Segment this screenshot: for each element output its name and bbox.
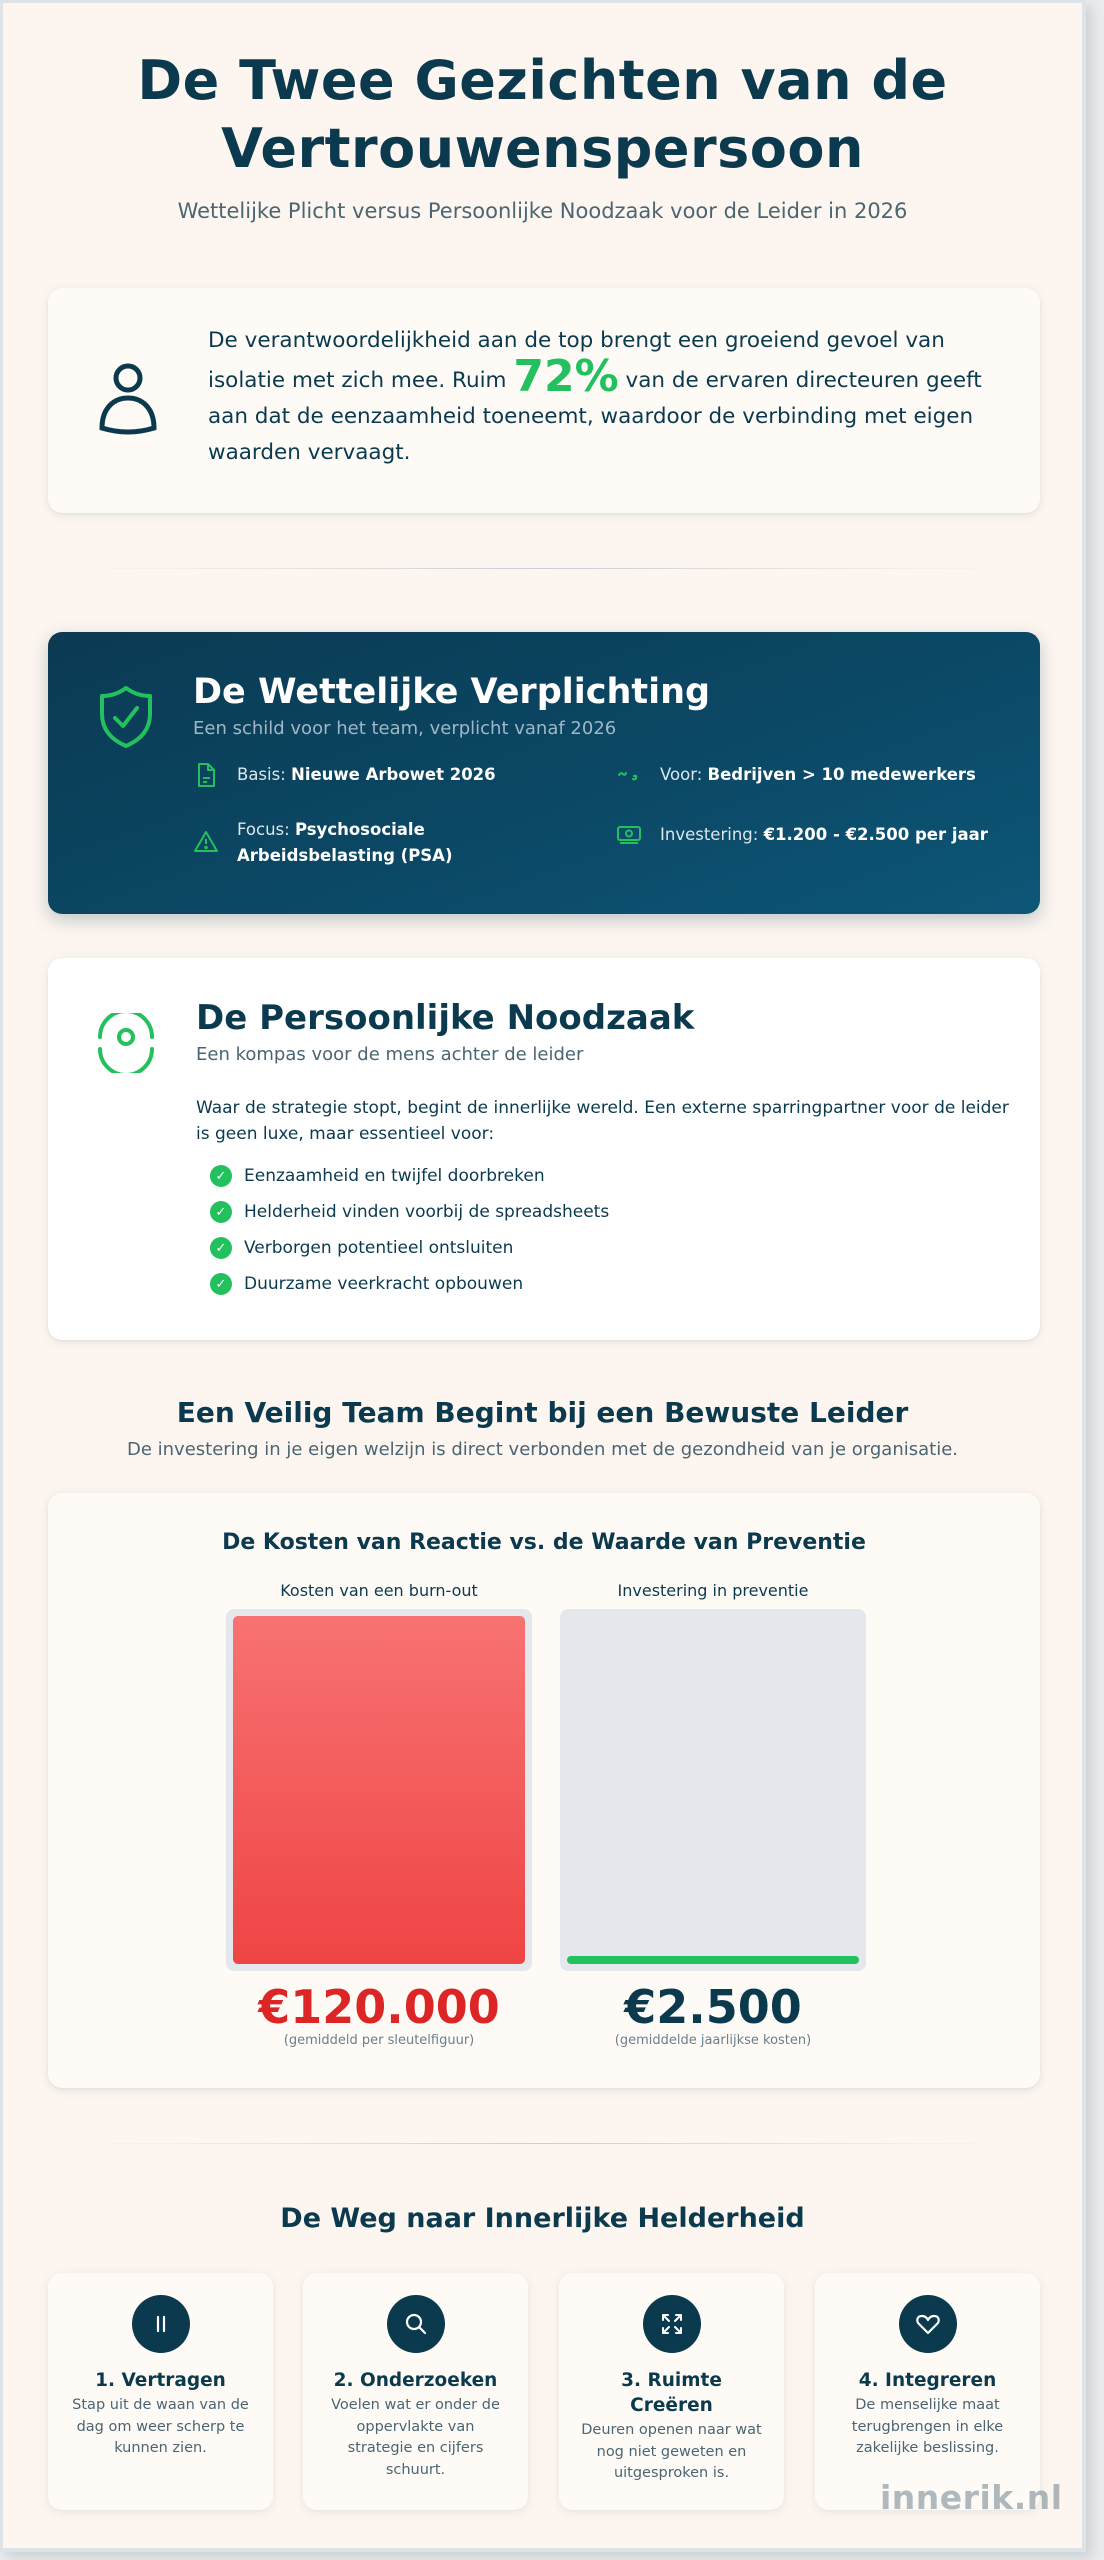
shield-check-icon: [96, 684, 156, 750]
check-icon: ✓: [210, 1201, 232, 1223]
legal-subtitle: Een schild voor het team, verplicht vanaf 2026: [193, 718, 617, 739]
list-item-text: Duurzame veerkracht opbouwen: [244, 1274, 524, 1294]
bar-label: Investering in preventie: [617, 1581, 809, 1600]
step-text: Voelen wat er onder de oppervlakte van strategie en cijfers schuurt.: [331, 2397, 500, 2478]
personal-subtitle: Een kompas voor de mens achter de leider: [196, 1044, 584, 1065]
steps-section-title: De Weg naar Innerlijke Helderheid: [280, 2203, 805, 2234]
bar-value: €120.000: [258, 1980, 500, 2034]
check-icon: ✓: [210, 1273, 232, 1295]
step-title: 2. Onderzoeken: [333, 2370, 498, 2391]
benefit-checklist: [210, 1158, 609, 1302]
section-divider: [73, 2143, 1013, 2144]
personal-necessity-card: [48, 958, 1040, 1340]
list-item: [210, 1266, 609, 1302]
check-icon: ✓: [210, 1165, 232, 1187]
step-icon-circle: [643, 2295, 701, 2353]
legal-item-value: Psychosociale Arbeidsbelasting (PSA): [237, 820, 453, 865]
step-title: 4. Integreren: [858, 2370, 997, 2391]
intro-text: [208, 323, 1008, 471]
legal-item-focus: [193, 817, 573, 869]
step-card-integrate: [815, 2273, 1040, 2510]
bar-track: [560, 1609, 866, 1971]
brand-watermark: innerik.nl: [880, 2478, 1063, 2517]
step-text: Stap uit de waan van de dag om weer scherp te kunnen zien.: [72, 2397, 249, 2456]
legal-item-label: Investering:: [660, 825, 764, 844]
step-icon-circle: [899, 2295, 957, 2353]
money-icon: [616, 822, 642, 848]
legal-item-scope: [616, 762, 1036, 788]
legal-item-text: [660, 762, 976, 788]
list-item-text: Helderheid vinden voorbij de spreadsheets: [244, 1202, 610, 1222]
list-item-text: Verborgen potentieel ontsluiten: [244, 1238, 514, 1258]
step-card-explore: [303, 2273, 528, 2510]
bar-label: Kosten van een burn-out: [280, 1581, 478, 1600]
step-title: 1. Vertragen: [95, 2370, 226, 2391]
list-item: [210, 1230, 609, 1266]
bar-fill-burnout: [233, 1616, 525, 1964]
cost-comparison-chart: [48, 1493, 1040, 2088]
bar-burnout: [226, 1581, 532, 2048]
section-divider: [73, 568, 1013, 569]
legal-item-value: Nieuwe Arbowet 2026: [291, 765, 496, 784]
legal-item-value: €1.200 - €2.500 per jaar: [763, 825, 988, 844]
page-subtitle: Wettelijke Plicht versus Persoonlijke Noodzaak voor de Leider in 2026: [177, 199, 908, 223]
step-icon-circle: [132, 2295, 190, 2353]
legal-item-label: Basis:: [237, 765, 292, 784]
legal-title: De Wettelijke Verplichting: [193, 672, 711, 712]
team-icon: [616, 762, 642, 788]
legal-item-label: Voor:: [660, 765, 708, 784]
bar-track: [226, 1609, 532, 1971]
legal-item-investment: [616, 822, 1036, 848]
document-icon: [193, 762, 219, 788]
bar-fill-prevention: [567, 1956, 859, 1964]
step-card-create-space: [559, 2273, 784, 2510]
intro-text-after: van de ervaren directeuren geeft aan dat de eenzaamheid toeneemt, waardoor de verbinding met eigen waarden vervaagt.: [208, 368, 982, 465]
expand-icon: [659, 2311, 685, 2337]
warning-icon: [193, 829, 219, 855]
step-text: Deuren openen naar wat nog niet geweten en uitgesproken is.: [581, 2422, 762, 2481]
legal-item-basis: [193, 762, 573, 788]
person-icon: [96, 358, 160, 438]
compass-icon: [96, 1013, 156, 1073]
pause-icon: [150, 2313, 172, 2335]
bar-prevention: [560, 1581, 866, 2048]
team-section-subtitle: De investering in je eigen welzijn is direct verbonden met de gezondheid van je organisatie.: [126, 1439, 959, 1460]
legal-item-text: [660, 822, 988, 848]
page-title: De Twee Gezichten van de Vertrouwenspersoon: [137, 49, 948, 180]
infographic-page: [3, 3, 1082, 2548]
list-item: [210, 1158, 609, 1194]
legal-obligation-card: [48, 632, 1040, 914]
heart-icon: [915, 2311, 941, 2337]
legal-item-value: Bedrijven > 10 medewerkers: [707, 765, 976, 784]
step-icon-circle: [387, 2295, 445, 2353]
intro-text-before: De verantwoordelijkheid aan de top brengt een groeiend gevoel van isolatie met zich mee. Ruim: [208, 328, 945, 393]
legal-item-label: Focus:: [237, 820, 295, 839]
personal-title: De Persoonlijke Noodzaak: [196, 998, 695, 1038]
search-icon: [403, 2311, 429, 2337]
bar-value: €2.500: [624, 1980, 802, 2034]
step-card-slow-down: [48, 2273, 273, 2510]
list-item-text: Eenzaamheid en twijfel doorbreken: [244, 1166, 545, 1186]
intro-card: [48, 288, 1040, 513]
personal-body: Waar de strategie stopt, begint de innerlijke wereld. Een externe sparringpartner voor de leider is geen luxe, maar essentieel voor:: [196, 1098, 1009, 1144]
check-icon: ✓: [210, 1237, 232, 1259]
step-text: De menselijke maat terugbrengen in elke zakelijke beslissing.: [851, 2397, 1004, 2456]
team-section-title: Een Veilig Team Begint bij een Bewuste Leider: [176, 1396, 909, 1429]
legal-item-text: [237, 762, 496, 788]
legal-item-text: [237, 817, 573, 869]
list-item: [210, 1194, 609, 1230]
bar-note: (gemiddelde jaarlijkse kosten): [614, 2033, 812, 2048]
bar-note: (gemiddeld per sleutelfiguur): [283, 2033, 475, 2048]
step-title: 3. Ruimte Creëren: [621, 2370, 722, 2416]
loneliness-stat: 72%: [513, 351, 619, 402]
chart-title: De Kosten van Reactie vs. de Waarde van Preventie: [222, 1530, 866, 1555]
